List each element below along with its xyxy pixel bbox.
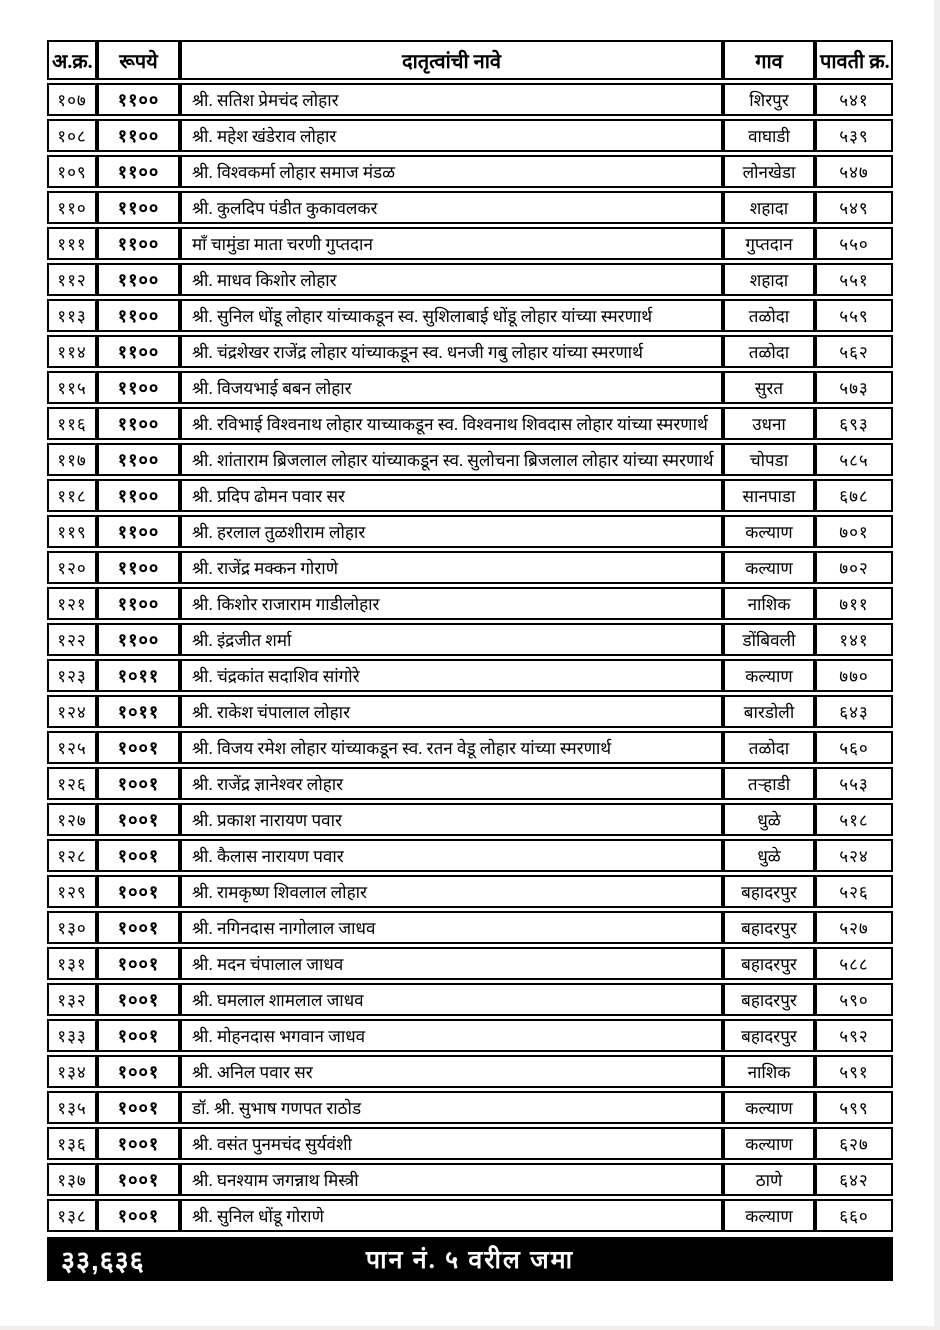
receipt-cell: ५२६ [815,875,893,908]
village-cell: चोपडा [723,443,815,476]
amount-cell: १०११ [97,695,180,728]
receipt-cell: ५९१ [815,1055,893,1088]
table-row [47,839,893,872]
table-row [47,911,893,944]
village-cell: सानपाडा [723,479,815,512]
village-cell: लोनखेडा [723,155,815,188]
amount-cell: ११०० [97,407,180,440]
header-receipt: पावती क्र. [815,40,893,80]
receipt-cell: ६४३ [815,695,893,728]
table-row [47,227,893,260]
receipt-cell: ५४९ [815,191,893,224]
amount-cell: १००१ [97,839,180,872]
village-cell: कल्याण [723,1091,815,1124]
village-cell: शहादा [723,191,815,224]
village-cell: कल्याण [723,1127,815,1160]
serial-cell: १११ [47,227,97,260]
serial-cell: १२० [47,551,97,584]
donor-table-header [47,40,893,80]
village-cell: तळोदा [723,335,815,368]
serial-cell: १३८ [47,1199,97,1232]
village-cell: बहादरपुर [723,983,815,1016]
serial-cell: ११२ [47,263,97,296]
serial-cell: १२८ [47,839,97,872]
receipt-cell: ५८५ [815,443,893,476]
receipt-cell: ६४२ [815,1163,893,1196]
name-cell: श्री. मदन चंपालाल जाधव [180,947,723,980]
name-cell: श्री. किशोर राजाराम गाडीलोहार [180,587,723,620]
name-cell: श्री. राजेंद्र मक्कन गोराणे [180,551,723,584]
receipt-cell: ७११ [815,587,893,620]
village-cell: नाशिक [723,1055,815,1088]
village-cell: नाशिक [723,587,815,620]
amount-cell: १००१ [97,1055,180,1088]
village-cell: कल्याण [723,551,815,584]
serial-cell: ११४ [47,335,97,368]
amount-cell: १००१ [97,911,180,944]
name-cell: श्री. राकेश चंपालाल लोहार [180,695,723,728]
amount-cell: १००१ [97,1199,180,1232]
serial-cell: १२४ [47,695,97,728]
amount-cell: १००१ [97,803,180,836]
table-row [47,659,893,692]
amount-cell: ११०० [97,299,180,332]
header-name: दातृत्वांची नावे [180,40,723,80]
name-cell: श्री. विजयभाई बबन लोहार [180,371,723,404]
village-cell: डोंबिवली [723,623,815,656]
serial-cell: १३० [47,911,97,944]
name-cell: श्री. मोहनदास भगवान जाधव [180,1019,723,1052]
name-cell: श्री. माधव किशोर लोहार [180,263,723,296]
receipt-cell: १४१ [815,623,893,656]
total-caption: पान नं. ५ वरील जमा [365,1247,575,1274]
table-row [47,875,893,908]
amount-cell: ११०० [97,551,180,584]
table-row [47,947,893,980]
serial-cell: १२५ [47,731,97,764]
receipt-cell: ५५० [815,227,893,260]
amount-cell: ११०० [97,587,180,620]
header-row [47,40,893,80]
table-row [47,803,893,836]
amount-cell: १०११ [97,659,180,692]
serial-cell: १२७ [47,803,97,836]
receipt-cell: ५२४ [815,839,893,872]
name-cell: माँ चामुंडा माता चरणी गुप्तदान [180,227,723,260]
amount-cell: ११०० [97,371,180,404]
name-cell: श्री. महेश खंडेराव लोहार [180,119,723,152]
page-total-bar [47,1237,893,1281]
village-cell: शहादा [723,263,815,296]
village-cell: बहादरपुर [723,947,815,980]
amount-cell: १००१ [97,1091,180,1124]
amount-cell: १००१ [97,1163,180,1196]
serial-cell: ११३ [47,299,97,332]
table-row [47,443,893,476]
name-cell: श्री. अनिल पवार सर [180,1055,723,1088]
receipt-cell: ५४१ [815,83,893,116]
serial-cell: १३४ [47,1055,97,1088]
village-cell: बहादरपुर [723,875,815,908]
table-row [47,983,893,1016]
village-cell: शिरपुर [723,83,815,116]
serial-cell: १०९ [47,155,97,188]
serial-cell: १३७ [47,1163,97,1196]
serial-cell: १३२ [47,983,97,1016]
village-cell: वाघाडी [723,119,815,152]
name-cell: श्री. इंद्रजीत शर्मा [180,623,723,656]
serial-cell: ११६ [47,407,97,440]
village-cell: बारडोली [723,695,815,728]
name-cell: श्री. शांताराम ब्रिजलाल लोहार यांच्याकडून स्व. सुलोचना ब्रिजलाल लोहार यांच्या स्मरणार्थ [180,443,723,476]
receipt-cell: ७०२ [815,551,893,584]
name-cell: श्री. रामकृष्ण शिवलाल लोहार [180,875,723,908]
amount-cell: ११०० [97,335,180,368]
receipt-cell: ५२७ [815,911,893,944]
receipt-cell: ५५९ [815,299,893,332]
amount-cell: १००१ [97,731,180,764]
name-cell: श्री. सतिश प्रेमचंद लोहार [180,83,723,116]
donor-table-section [47,37,893,1281]
amount-cell: ११०० [97,623,180,656]
donor-table-body [47,83,893,1232]
serial-cell: १२२ [47,623,97,656]
serial-cell: १३३ [47,1019,97,1052]
amount-cell: ११०० [97,155,180,188]
village-cell: बहादरपुर [723,1019,815,1052]
name-cell: श्री. नगिनदास नागोलाल जाधव [180,911,723,944]
receipt-cell: ५६२ [815,335,893,368]
amount-cell: १००१ [97,947,180,980]
table-row [47,1055,893,1088]
name-cell: श्री. कुलदिप पंडीत कुकावलकर [180,191,723,224]
village-cell: धुळे [723,839,815,872]
village-cell: धुळे [723,803,815,836]
name-cell: श्री. हरलाल तुळशीराम लोहार [180,515,723,548]
table-row [47,551,893,584]
receipt-cell: ६२७ [815,1127,893,1160]
table-row [47,623,893,656]
table-row [47,587,893,620]
receipt-cell: ५९० [815,983,893,1016]
receipt-cell: ७०१ [815,515,893,548]
village-cell: सुरत [723,371,815,404]
table-row [47,263,893,296]
amount-cell: ११०० [97,515,180,548]
table-row [47,335,893,368]
header-amount: रूपये [97,40,180,80]
receipt-cell: ६६० [815,1199,893,1232]
serial-cell: ११७ [47,443,97,476]
total-amount: ३३,६३६ [61,1245,145,1276]
serial-cell: ११८ [47,479,97,512]
table-row [47,731,893,764]
amount-cell: ११०० [97,83,180,116]
serial-cell: ११५ [47,371,97,404]
table-row [47,155,893,188]
receipt-cell: ५५१ [815,263,893,296]
table-row [47,515,893,548]
serial-cell: १२१ [47,587,97,620]
table-row [47,407,893,440]
serial-cell: १२९ [47,875,97,908]
amount-cell: ११०० [97,443,180,476]
receipt-cell: ५६० [815,731,893,764]
receipt-cell: ५९९ [815,1091,893,1124]
name-cell: श्री. प्रकाश नारायण पवार [180,803,723,836]
table-row [47,1091,893,1124]
table-row [47,191,893,224]
serial-cell: १२३ [47,659,97,692]
village-cell: बहादरपुर [723,911,815,944]
amount-cell: ११०० [97,191,180,224]
amount-cell: ११०० [97,119,180,152]
amount-cell: ११०० [97,479,180,512]
table-row [47,767,893,800]
village-cell: कल्याण [723,515,815,548]
name-cell: श्री. कैलास नारायण पवार [180,839,723,872]
village-cell: उधना [723,407,815,440]
serial-cell: ११९ [47,515,97,548]
receipt-cell: ५७३ [815,371,893,404]
name-cell: श्री. सुनिल धोंडू गोराणे [180,1199,723,1232]
amount-cell: १००१ [97,875,180,908]
name-cell: श्री. घमलाल शामलाल जाधव [180,983,723,1016]
serial-cell: १३६ [47,1127,97,1160]
amount-cell: १००१ [97,1019,180,1052]
table-row [47,479,893,512]
header-village: गाव [723,40,815,80]
donor-table [47,37,893,1235]
name-cell: श्री. विजय रमेश लोहार यांच्याकडून स्व. रतन वेडू लोहार यांच्या स्मरणार्थ [180,731,723,764]
table-row [47,299,893,332]
serial-cell: १०७ [47,83,97,116]
table-row [47,1199,893,1232]
receipt-cell: ५८८ [815,947,893,980]
serial-cell: ११० [47,191,97,224]
amount-cell: १००१ [97,983,180,1016]
serial-cell: १३१ [47,947,97,980]
village-cell: गुप्तदान [723,227,815,260]
receipt-cell: ६९३ [815,407,893,440]
name-cell: श्री. प्रदिप ढोमन पवार सर [180,479,723,512]
village-cell: कल्याण [723,659,815,692]
name-cell: डॉ. श्री. सुभाष गणपत राठोड [180,1091,723,1124]
village-cell: तळोदा [723,299,815,332]
receipt-cell: ५१८ [815,803,893,836]
header-serial: अ.क्र. [47,40,97,80]
serial-cell: १२६ [47,767,97,800]
village-cell: कल्याण [723,1199,815,1232]
table-row [47,695,893,728]
receipt-cell: ६७८ [815,479,893,512]
village-cell: तऱ्हाडी [723,767,815,800]
name-cell: श्री. राजेंद्र ज्ञानेश्वर लोहार [180,767,723,800]
name-cell: श्री. विश्वकर्मा लोहार समाज मंडळ [180,155,723,188]
table-row [47,119,893,152]
receipt-cell: ७७० [815,659,893,692]
serial-cell: १३५ [47,1091,97,1124]
name-cell: श्री. घनश्याम जगन्नाथ मिस्त्री [180,1163,723,1196]
amount-cell: १००१ [97,1127,180,1160]
receipt-cell: ५९२ [815,1019,893,1052]
amount-cell: १००१ [97,767,180,800]
village-cell: तळोदा [723,731,815,764]
name-cell: श्री. चंद्रकांत सदाशिव सांगोरे [180,659,723,692]
receipt-cell: ५३९ [815,119,893,152]
serial-cell: १०८ [47,119,97,152]
village-cell: ठाणे [723,1163,815,1196]
table-row [47,371,893,404]
name-cell: श्री. वसंत पुनमचंद सुर्यवंशी [180,1127,723,1160]
receipt-cell: ५४७ [815,155,893,188]
table-row [47,83,893,116]
table-row [47,1127,893,1160]
name-cell: श्री. रविभाई विश्वनाथ लोहार याच्याकडून स्व. विश्वनाथ शिवदास लोहार यांच्या स्मरणार्थ [180,407,723,440]
table-row [47,1163,893,1196]
receipt-cell: ५५३ [815,767,893,800]
name-cell: श्री. चंद्रशेखर राजेंद्र लोहार यांच्याकडून स्व. धनजी गबु लोहार यांच्या स्मरणार्थ [180,335,723,368]
amount-cell: ११०० [97,263,180,296]
amount-cell: ११०० [97,227,180,260]
table-row [47,1019,893,1052]
name-cell: श्री. सुनिल धोंडू लोहार यांच्याकडून स्व. सुशिलाबाई धोंडू लोहार यांच्या स्मरणार्थ [180,299,723,332]
